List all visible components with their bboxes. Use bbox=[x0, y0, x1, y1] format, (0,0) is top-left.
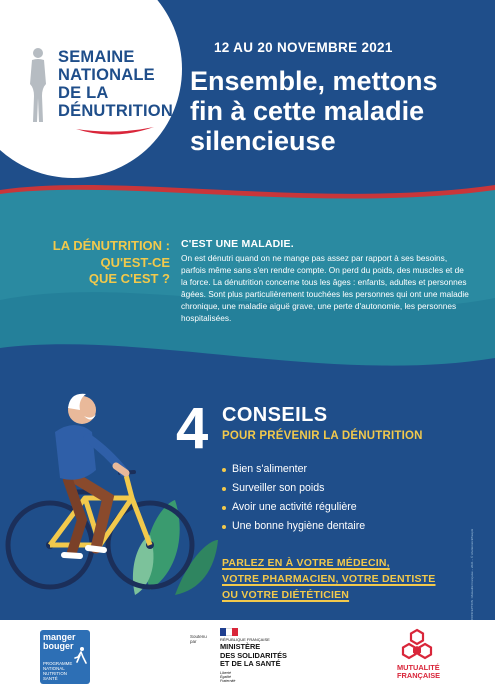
motto-line: Fraternité bbox=[220, 678, 236, 683]
conseils-title: CONSEILS bbox=[222, 404, 328, 426]
ministry-line: ET DE LA SANTÉ bbox=[220, 659, 281, 668]
question-title-line: QU'EST-CE bbox=[100, 254, 170, 270]
tips-list bbox=[222, 460, 365, 536]
ministry-logo bbox=[220, 628, 300, 683]
manger-bouger-logo bbox=[40, 630, 90, 684]
ministry-line: DES SOLIDARITÉS bbox=[220, 650, 287, 660]
mb-title-line: bouger bbox=[43, 641, 74, 651]
french-flag-icon bbox=[220, 628, 238, 636]
headline-line: fin à cette maladie bbox=[190, 96, 425, 126]
list-item: Surveiller son poids bbox=[222, 479, 365, 498]
swoosh-icon bbox=[74, 125, 156, 139]
mutualite-line: FRANÇAISE bbox=[397, 671, 441, 681]
hexagon-cluster-icon bbox=[400, 628, 434, 662]
mb-title bbox=[43, 633, 76, 651]
supported-by-label bbox=[190, 634, 207, 644]
mutualite-line: MUTUALITÉ bbox=[397, 663, 440, 672]
mutualite-name bbox=[397, 664, 440, 681]
list-item: Bien s'alimenter bbox=[222, 460, 365, 479]
question-title bbox=[20, 238, 170, 288]
headline bbox=[190, 66, 490, 156]
motto-line: Égalité bbox=[220, 674, 231, 679]
logo-line: DE LA bbox=[58, 84, 109, 102]
mb-sub-line: NUTRITION bbox=[43, 671, 67, 676]
headline-line: silencieuse bbox=[190, 126, 336, 156]
rf-label: RÉPUBLIQUE FRANÇAISE bbox=[220, 637, 270, 642]
mb-title-line: manger bbox=[43, 632, 76, 642]
motto-line: Liberté bbox=[220, 670, 231, 675]
republic-motto bbox=[220, 671, 300, 684]
silhouette-icon bbox=[22, 46, 54, 124]
answer-title: C'EST UNE MALADIE. bbox=[181, 238, 294, 250]
cta-line: PARLEZ EN À VOTRE MÉDECIN, bbox=[222, 557, 390, 569]
cta-line: VOTRE PHARMACIEN, VOTRE DENTISTE bbox=[222, 573, 436, 585]
event-dates: 12 AU 20 NOVEMBRE 2021 bbox=[214, 40, 393, 55]
runner-icon bbox=[74, 646, 88, 664]
logo-line: NATIONALE bbox=[58, 66, 155, 84]
logo-line: DÉNUTRITION bbox=[58, 102, 173, 120]
footer-logos bbox=[0, 620, 495, 700]
logo-text bbox=[58, 48, 173, 120]
call-to-action bbox=[222, 555, 436, 603]
question-title-line: QUE C'EST ? bbox=[88, 271, 170, 286]
soutenu-line: par bbox=[190, 639, 197, 644]
headline-line: Ensemble, mettons bbox=[190, 66, 438, 96]
side-credit bbox=[470, 470, 478, 620]
question-title-line: LA DÉNUTRITION : bbox=[52, 238, 170, 253]
soutenu-line: Soutenu bbox=[190, 634, 207, 639]
conseils-subtitle: POUR PRÉVENIR LA DÉNUTRITION bbox=[222, 430, 423, 442]
mutualite-logo bbox=[382, 626, 462, 686]
cta-line: OU VOTRE DIÉTÉTICIEN bbox=[222, 589, 350, 601]
ministry-name bbox=[220, 643, 300, 669]
mb-sub-line: PROGRAMME bbox=[43, 661, 73, 666]
list-item: Une bonne hygiène dentaire bbox=[222, 517, 365, 536]
side-credit-text: CONCEPTION : Mutualité Française – 2021 – © shutterstock/freepik bbox=[470, 528, 474, 620]
conseils-number: 4 bbox=[176, 396, 209, 461]
answer-body: On est dénutri quand on ne mange pas assez par rapport à ses besoins, parfois même sans s'en rendre compte. On perd du poids, des muscles et de la force. La dénutrition concerne tous les âges : enfants, adultes et personnes âgées. Sont plus particulièrement touchées les personnes qui ont une maladie chronique, une maladie aiguë grave, une perte d'autonomie, les personnes hospitalisées. bbox=[181, 253, 469, 324]
mb-sub-line: NATIONAL bbox=[43, 666, 65, 671]
mb-sub-line: SANTÉ bbox=[43, 676, 58, 681]
ministry-line: MINISTÈRE bbox=[220, 642, 261, 651]
list-item: Avoir une activité régulière bbox=[222, 498, 365, 517]
mb-subtitle bbox=[43, 661, 72, 681]
logo-line: SEMAINE bbox=[58, 48, 135, 66]
